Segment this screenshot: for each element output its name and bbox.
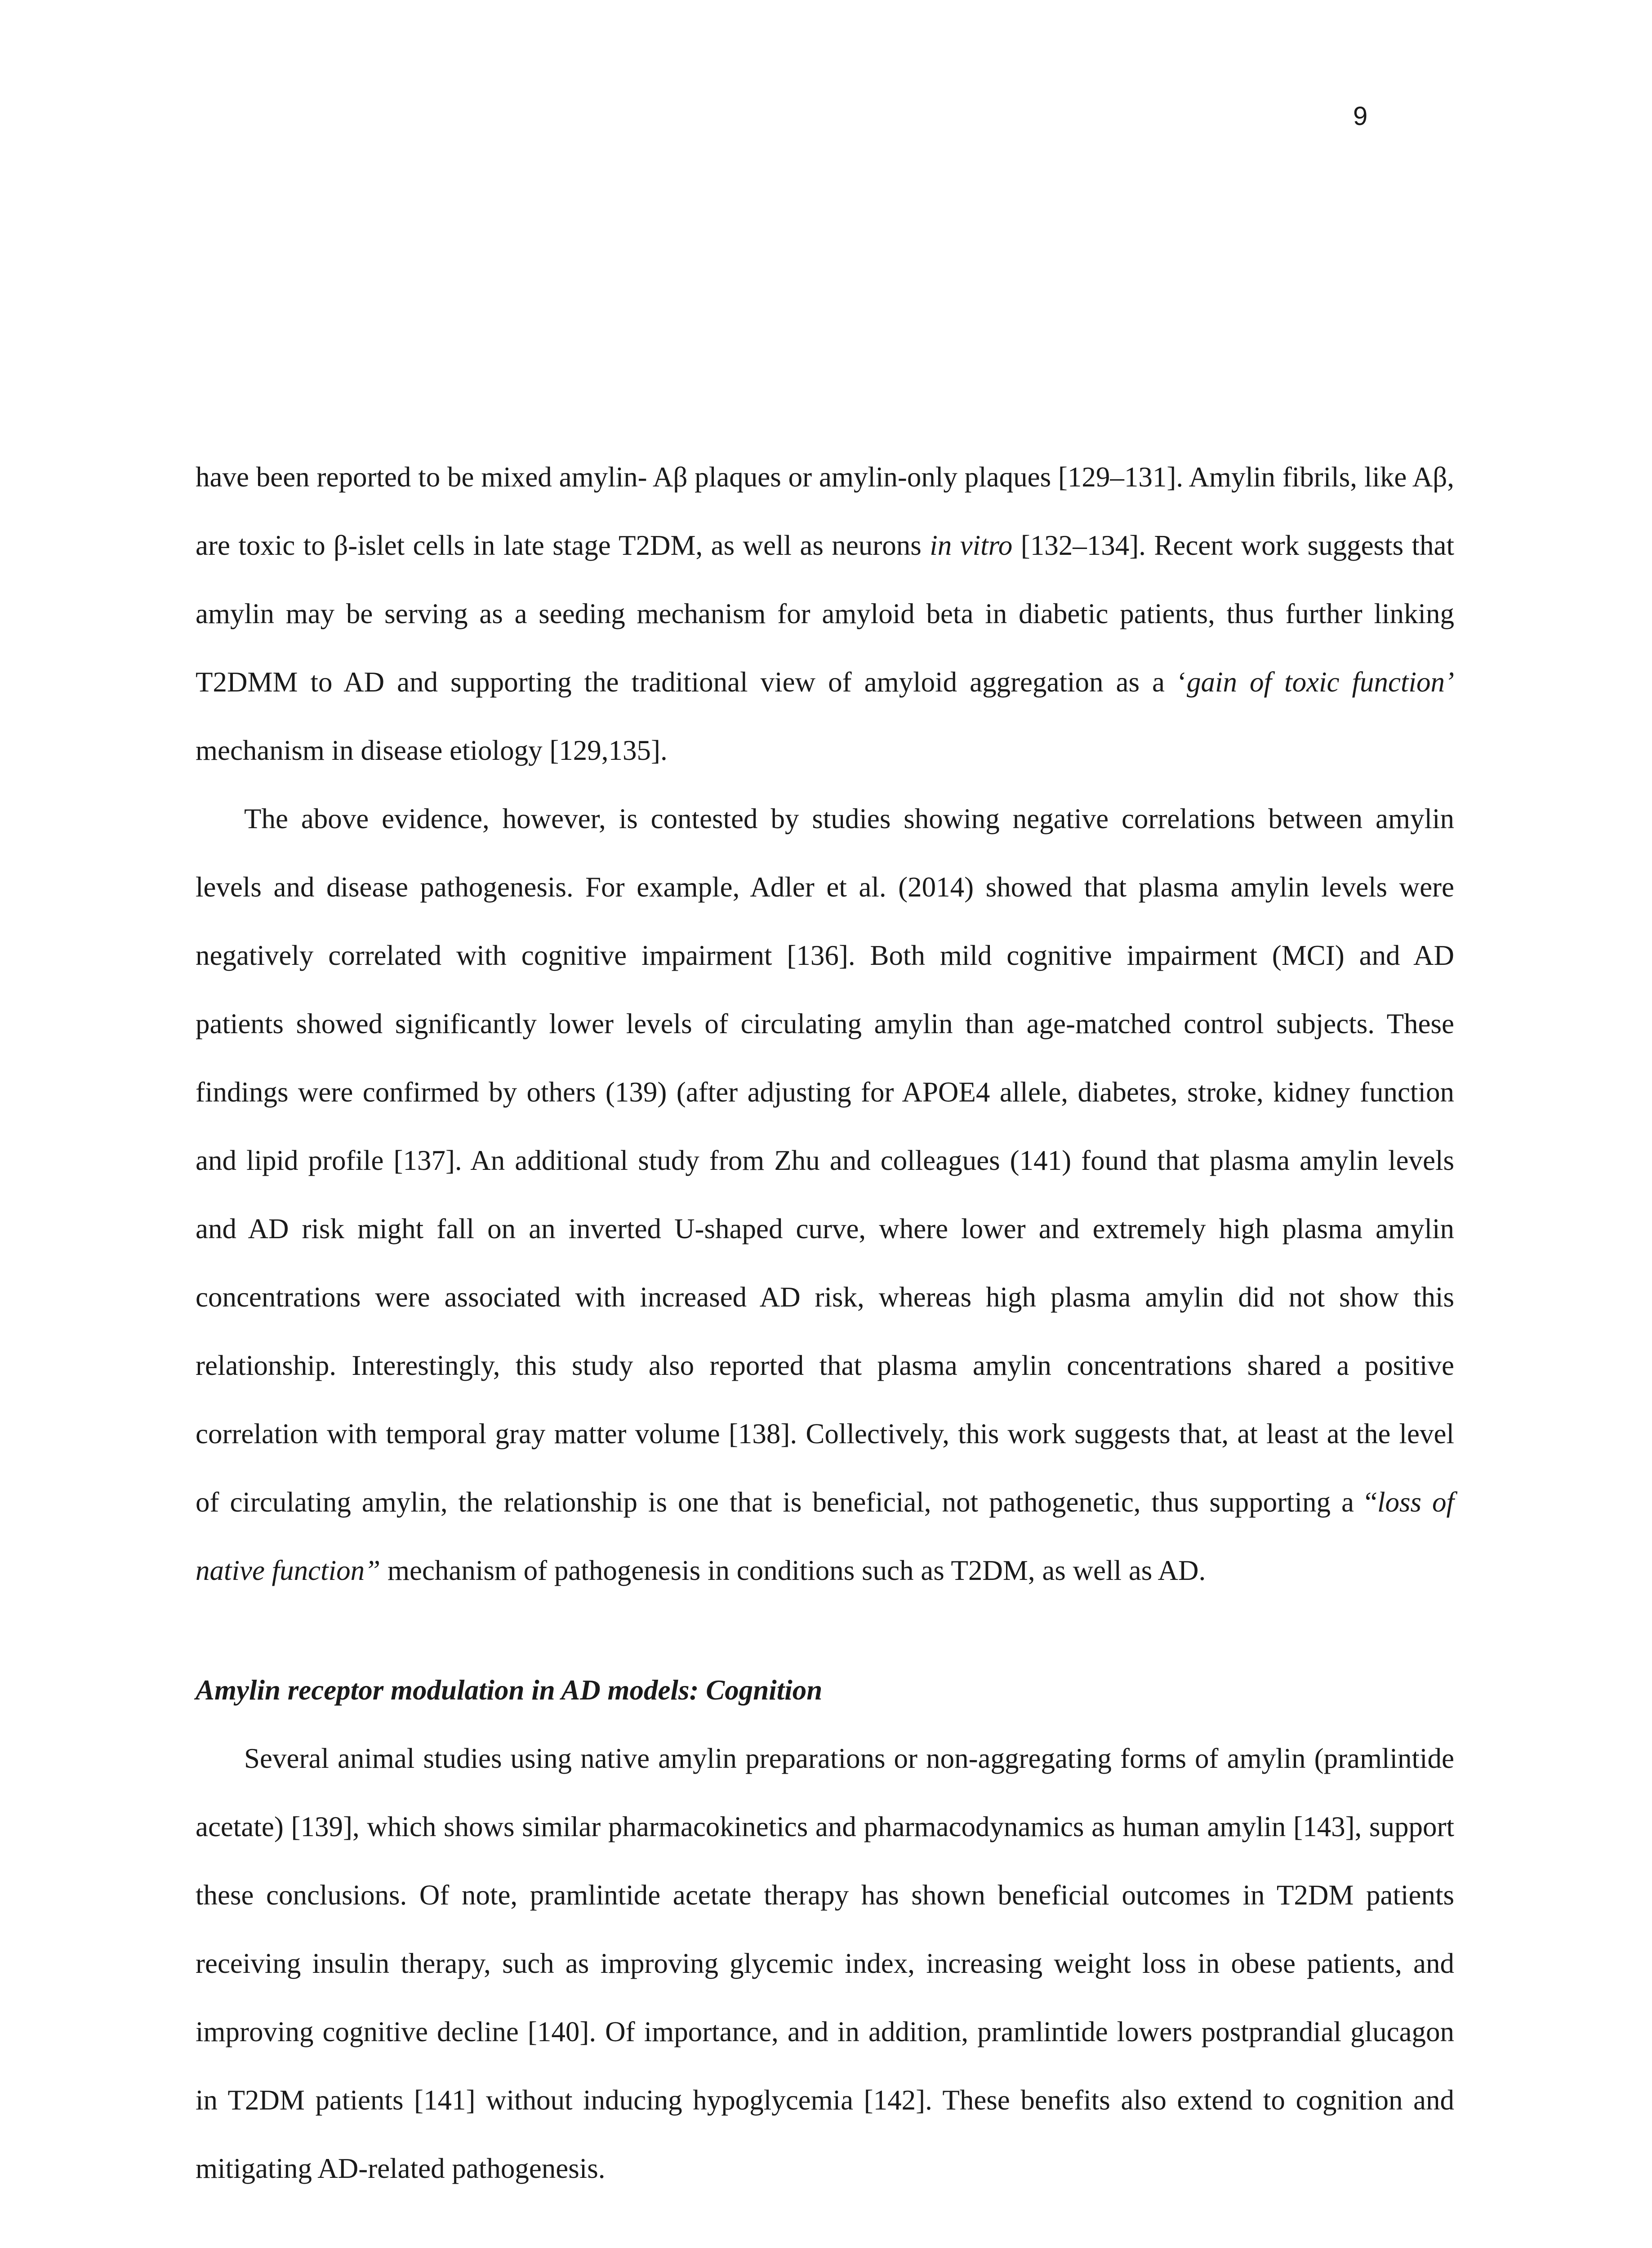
text-segment-italic: in vitro — [930, 530, 1013, 561]
paragraph-contested-evidence — [196, 785, 1454, 1605]
text-segment: mechanism of pathogenesis in conditions such as T2DM, as well as AD. — [380, 1555, 1206, 1586]
page-number: 9 — [1353, 102, 1368, 131]
text-segment-italic: loss of native function” — [196, 1486, 1454, 1586]
text-segment: have been reported to be mixed amylin- Aβ plaques or amylin-only plaques [129–131]. Amylin fibrils, like Aβ, are toxic to β-islet cells in late stage T2DM, as well as neurons — [196, 461, 1454, 561]
text-segment: The above evidence, however, is contested by studies showing negative correlations between amylin levels and disease pathogenesis. For example, Adler et al. (2014) showed that plasma amylin levels were negatively correlated with cognitive impairment [136]. Both mild cognitive impairment (MCI) and AD patients showed significantly lower levels of circulating amylin than age-matched control subjects. These findings were confirmed by others (139) (after adjusting for APOE4 allele, diabetes, stroke, kidney function and lipid profile [137]. An additional study from Zhu and colleagues (141) found that plasma amylin levels and AD risk might fall on an inverted U-shaped curve, where lower and extremely high plasma amylin concentrations were associated with increased AD risk, whereas high plasma amylin did not show this relationship. Interestingly, this study also reported that plasma amylin concentrations shared a positive correlation with temporal gray matter volume [138]. Collectively, this work suggests that, at least at the level of circulating amylin, the relationship is one that is beneficial, not pathogenetic, thus supporting a “ — [196, 803, 1454, 1518]
paragraph-amylin-plaques — [196, 443, 1454, 785]
body-text — [196, 443, 1454, 2203]
text-segment: mechanism in disease etiology [129,135]. — [196, 735, 668, 766]
section-heading: Amylin receptor modulation in AD models: Cognition — [196, 1674, 823, 1706]
text-segment: Several animal studies using native amylin preparations or non-aggregating forms of amylin (pramlintide acetate) [139], which shows similar pharmacokinetics and pharmacodynamics as human amylin [143], support these conclusions. Of note, pramlintide acetate therapy has shown beneficial outcomes in T2DM patients receiving insulin therapy, such as improving glycemic index, increasing weight loss in obese patients, and improving cognitive decline [140]. Of importance, and in addition, pramlintide lowers postprandial glucagon in T2DM patients [141] without inducing hypoglycemia [142]. These benefits also extend to cognition and mitigating AD-related pathogenesis. — [196, 1743, 1454, 2184]
paragraph-animal-studies — [196, 1724, 1454, 2203]
text-segment: [132–134]. Recent work suggests that amylin may be serving as a seeding mechanism for amyloid beta in diabetic patients, thus further linking T2DMM to AD and supporting the traditional view of amyloid aggregation as a ‘ — [196, 530, 1454, 698]
text-segment-italic: gain of toxic function’ — [1187, 666, 1454, 698]
